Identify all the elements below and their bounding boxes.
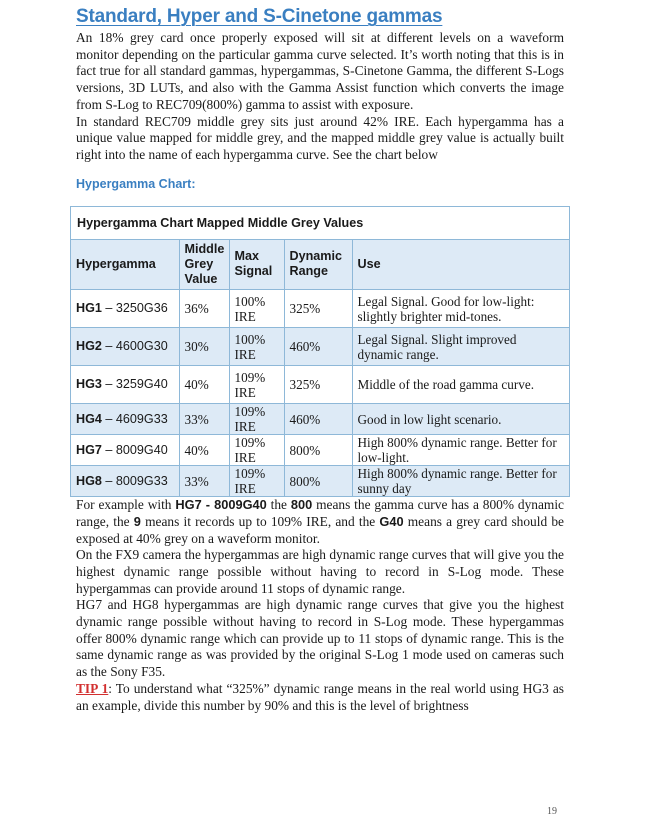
cell-middle-grey: 30% [179,328,229,366]
table-row [71,366,569,404]
table-title: Hypergamma Chart Mapped Middle Grey Values [71,207,569,240]
cell-dynamic-range: 800% [284,435,352,466]
header-use: Use [352,240,569,290]
cell-hypergamma: HG8 – 8009G33 [71,466,179,497]
cell-dynamic-range: 325% [284,290,352,328]
cell-max-signal: 109% IRE [229,435,284,466]
cell-hypergamma: HG7 – 8009G40 [71,435,179,466]
cell-dynamic-range: 325% [284,366,352,404]
paragraph-grey-card: An 18% grey card once properly exposed will sit at different levels on a waveform monitor depending on the particular gamma curve selected. It’s worth noting that this is in fact true for all standard gammas, hypergammas, S-Cinetone Gamma, the different S-Logs versions, 3D LUTs, and also with the Gamma Assist function which converts the image from S-Log to REC709(800%) gamma to assist with exposure. [76,30,564,112]
cell-middle-grey: 33% [179,404,229,435]
cell-middle-grey: 36% [179,290,229,328]
cell-middle-grey: 40% [179,366,229,404]
cell-max-signal: 109% IRE [229,404,284,435]
cell-hypergamma: HG3 – 3259G40 [71,366,179,404]
cell-use: Legal Signal. Good for low-light: slightly brighter mid-tones. [352,290,569,328]
paragraph-hg7-hg8: HG7 and HG8 hypergammas are high dynamic range curves that give you the highest dynamic range possible without having to record in S-Log mode. These hypergammas offer 800% dynamic range which can provide up to 11 stops of dynamic range. This is the same dynamic range as was provided by the original S-Log 1 mode used on cameras such as the Sony F35. [76,597,564,680]
cell-dynamic-range: 800% [284,466,352,497]
hypergamma-table [70,206,570,498]
cell-use: High 800% dynamic range. Better for sunny day [352,466,569,497]
header-max-signal: Max Signal [229,240,284,290]
header-dynamic-range: Dynamic Range [284,240,352,290]
paragraph-example: For example with HG7 - 8009G40 the 800 means the gamma curve has a 800% dynamic range, the 9 means it records up to 109% IRE, and the G40 means a grey card should be exposed at 40% grey on a waveform monitor. [76,497,565,546]
table-row [71,404,569,435]
header-middle-grey: Middle Grey Value [179,240,229,290]
section-heading: Standard, Hyper and S-Cinetone gammas [76,6,443,27]
cell-use: Legal Signal. Slight improved dynamic range. [352,328,569,366]
cell-max-signal: 100% IRE [229,328,284,366]
cell-hypergamma: HG1 – 3250G36 [71,290,179,328]
page-number: 19 [547,806,557,817]
cell-max-signal: 109% IRE [229,366,284,404]
cell-use: Good in low light scenario. [352,404,569,435]
paragraph-rec709: In standard REC709 middle grey sits just around 42% IRE. Each hypergamma has a unique value mapped for middle grey, and the mapped middle grey value is actually built right into the name of each hypergamma curve. See the chart below [76,113,564,162]
paragraph-tip: TIP 1: To understand what “325%” dynamic range means in the real world using HG3 as an example, divide this number by 90% and this is the level of brightness [76,680,564,713]
cell-hypergamma: HG4 – 4609G33 [71,404,179,435]
table-row [71,466,569,497]
header-hypergamma: Hypergamma [71,240,179,290]
cell-use: Middle of the road gamma curve. [352,366,569,404]
table-row [71,328,569,366]
cell-middle-grey: 33% [179,466,229,497]
cell-dynamic-range: 460% [284,328,352,366]
table-row [71,435,569,466]
cell-hypergamma: HG2 – 4600G30 [71,328,179,366]
tip-label: TIP 1 [76,680,109,696]
cell-dynamic-range: 460% [284,404,352,435]
cell-middle-grey: 40% [179,435,229,466]
cell-max-signal: 109% IRE [229,466,284,497]
paragraph-fx9: On the FX9 camera the hypergammas are high dynamic range curves that will give you the highest dynamic range possible without having to record in S-Log mode. These hypergammas can provide around 11 stops of dynamic range. [76,547,564,596]
page-content [76,4,564,714]
cell-max-signal: 100% IRE [229,290,284,328]
table-row [71,290,569,328]
table-header-row [71,240,569,290]
cell-use: High 800% dynamic range. Better for low-light. [352,435,569,466]
chart-subheading: Hypergamma Chart: [76,176,196,191]
